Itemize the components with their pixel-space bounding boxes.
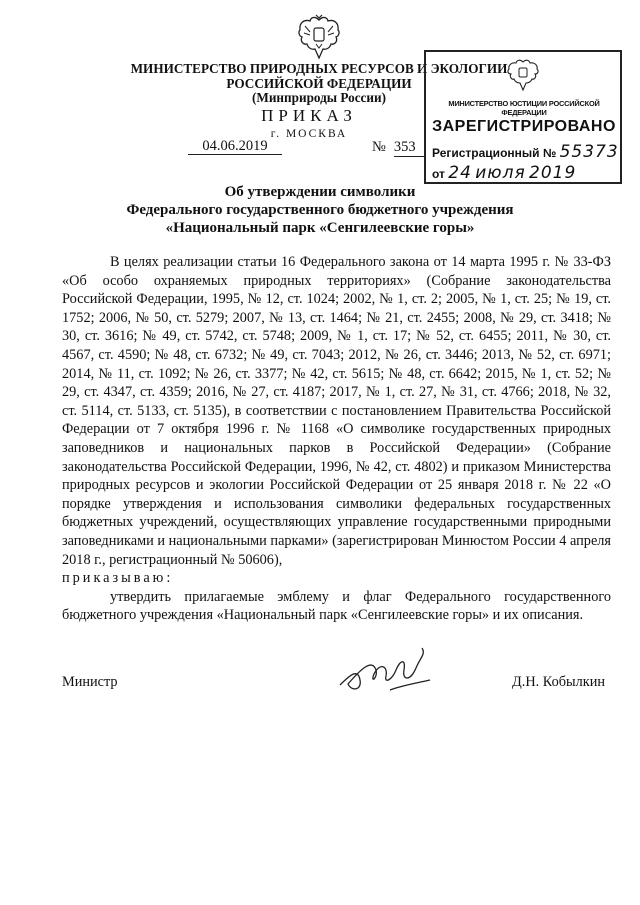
reg-number-handwritten: 55373 xyxy=(559,142,619,162)
date-prefix: от xyxy=(432,167,445,181)
order-paragraph: утвердить прилагаемые эмблему и флаг Федерального государственного бюджетного учреждения «Национальный парк «Сенгилеевские горы» и их описания. xyxy=(62,588,611,624)
signer-name: Д.Н. Кобылкин xyxy=(512,674,606,690)
date-day-handwritten: 24 xyxy=(448,163,472,183)
ministry-name-line1: МИНИСТЕРСТВО ПРИРОДНЫХ РЕСУРСОВ И ЭКОЛОГИИ xyxy=(130,61,508,76)
title-line2: Федерального государственного бюджетного учреждения xyxy=(126,202,514,218)
ministry-short-name: (Минприроды России) xyxy=(252,90,386,105)
document-title xyxy=(60,183,580,237)
reg-label: Регистрационный № xyxy=(432,146,557,160)
document-type: ПРИКАЗ xyxy=(261,106,357,125)
coat-of-arms-emblem-icon xyxy=(296,14,342,62)
stamp-status: ЗАРЕГИСТРИРОВАНО xyxy=(432,118,616,135)
date-year-handwritten: 2019 xyxy=(529,163,577,183)
order-word: приказываю: xyxy=(62,570,174,587)
document-city: г. МОСКВА xyxy=(270,128,348,140)
stamp-registration-number xyxy=(432,142,619,162)
document-date: 04.06.2019 xyxy=(188,138,282,155)
registration-stamp xyxy=(424,50,622,184)
handwritten-signature-icon xyxy=(330,640,440,700)
document-body xyxy=(62,253,611,625)
title-line1: Об утверждении символики xyxy=(224,184,416,200)
ministry-name-line2: РОССИЙСКОЙ ФЕДЕРАЦИИ xyxy=(226,75,412,91)
date-month-handwritten: июля xyxy=(475,163,526,183)
document-number xyxy=(372,139,424,157)
stamp-ministry-name: МИНИСТЕРСТВО ЮСТИЦИИ РОССИЙСКОЙ ФЕДЕРАЦИИ xyxy=(448,99,600,117)
preamble-paragraph: В целях реализации статьи 16 Федерального закона от 14 марта 1995 г. № 33-ФЗ «Об особо охраняемых природных территориях» (Собрание законодательства Российской Федерации, 1995, № 12, ст. 1024; 2002, № 1, ст. 2; 2005, № 1, ст. 25; № 19, ст. 1752; 2006, № 50, ст. 5279; 2007, № 13, ст. 1464; № 21, ст. 2455; 2008, № 29, ст. 3418; № 30, ст. 3616; № 49, ст. 5742, ст. 5748; 2009, № 1, ст. 17; № 52, ст. 6455; 2011, № 30, ст. 4567, ст. 4590; № 48, ст. 6732; № 49, ст. 7043; 2012, № 26, ст. 3446; 2013, № 52, ст. 6971; 2014, № 11, ст. 1092; № 26, ст. 3377; № 42, ст. 5615; № 48, ст. 6642; 2015, № 1, ст. 52; № 29, ст. 4347, ст. 4359; 2016, № 27, ст. 4187; 2017, № 1, ст. 27, № 31, ст. 4766; 2018, № 32, ст. 5114, ст. 5133, ст. 5135), в соответствии с постановлением Правительства Российской Федерации от 7 октября 1996 г. № 1168 «О символике государственных природных заповедников и национальных парков в Российской Федерации» (Собрание законодательства Российской Федерации, 1996, № 42, ст. 4802) и приказом Министерства природных ресурсов и экологии Российской Федерации от 25 января 2018 г. № 22 «О порядке утверждения и использования символики федеральных государственных бюджетных учреждений, осуществляющих управление государственными природными заповедниками и национальными парками» (зарегистрирован Минюстом России 4 апреля 2018 г., регистрационный № 50606), xyxy=(62,254,611,568)
title-line3: «Национальный парк «Сенгилеевские горы» xyxy=(165,220,475,236)
stamp-eagle-icon xyxy=(506,57,540,93)
stamp-registration-date xyxy=(432,163,576,183)
signer-role: Министр xyxy=(62,674,118,690)
number-value: 353 xyxy=(394,139,424,157)
number-label: № xyxy=(372,139,386,155)
